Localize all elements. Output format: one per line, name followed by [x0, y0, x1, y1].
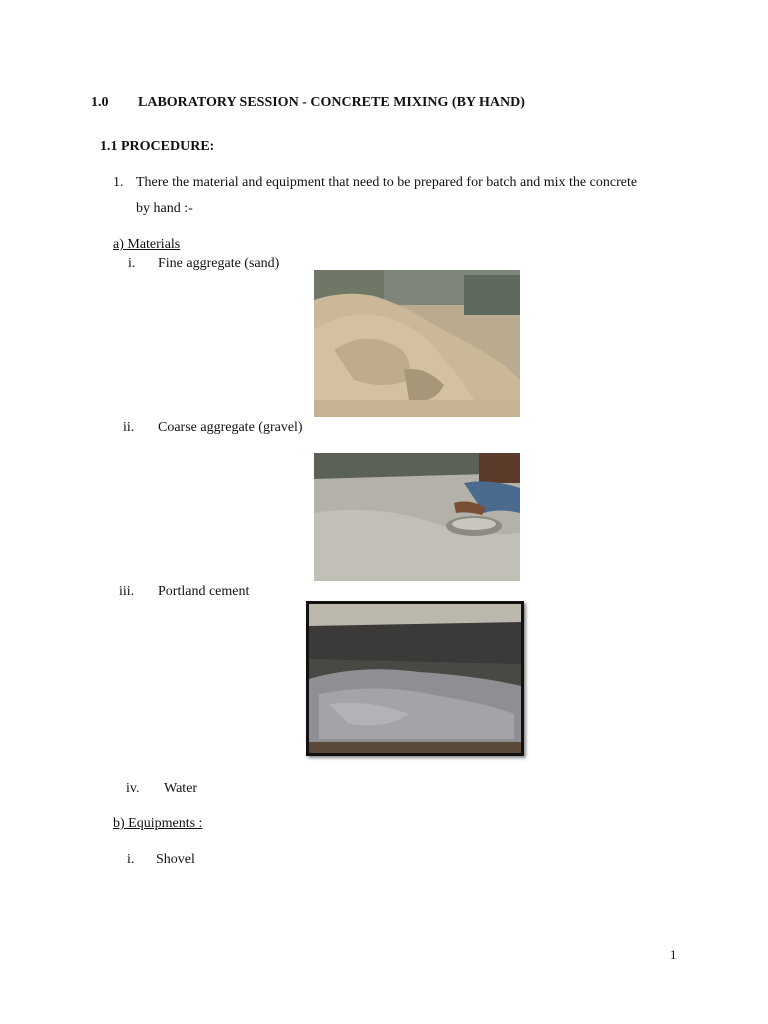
material-1-label: Fine aggregate (sand): [158, 256, 280, 271]
step-number: 1.: [113, 175, 124, 190]
material-1-number: i.: [128, 256, 136, 271]
page-title: LABORATORY SESSION - CONCRETE MIXING (BY HAND): [138, 95, 525, 110]
material-4-number: iv.: [126, 781, 140, 796]
sand-photo: [314, 270, 520, 417]
material-2-number: ii.: [123, 420, 135, 435]
step-text-line2: by hand :-: [136, 201, 193, 216]
material-2-label: Coarse aggregate (gravel): [158, 420, 303, 435]
material-3-label: Portland cement: [158, 584, 250, 599]
gravel-photo: [314, 453, 520, 581]
heading-number: 1.0: [91, 95, 109, 110]
cement-photo: [306, 601, 524, 756]
step-text-line1: There the material and equipment that need to be prepared for batch and mix the concrete: [136, 175, 638, 190]
section-title: 1.1 PROCEDURE:: [100, 139, 215, 154]
material-4-label: Water: [164, 781, 198, 796]
material-3-number: iii.: [119, 584, 135, 599]
page-number: 1: [670, 947, 677, 962]
equipments-heading: b) Equipments :: [113, 816, 203, 831]
equipment-1-label: Shovel: [156, 852, 195, 867]
equipment-1-number: i.: [127, 852, 135, 867]
materials-heading: a) Materials: [113, 237, 181, 252]
